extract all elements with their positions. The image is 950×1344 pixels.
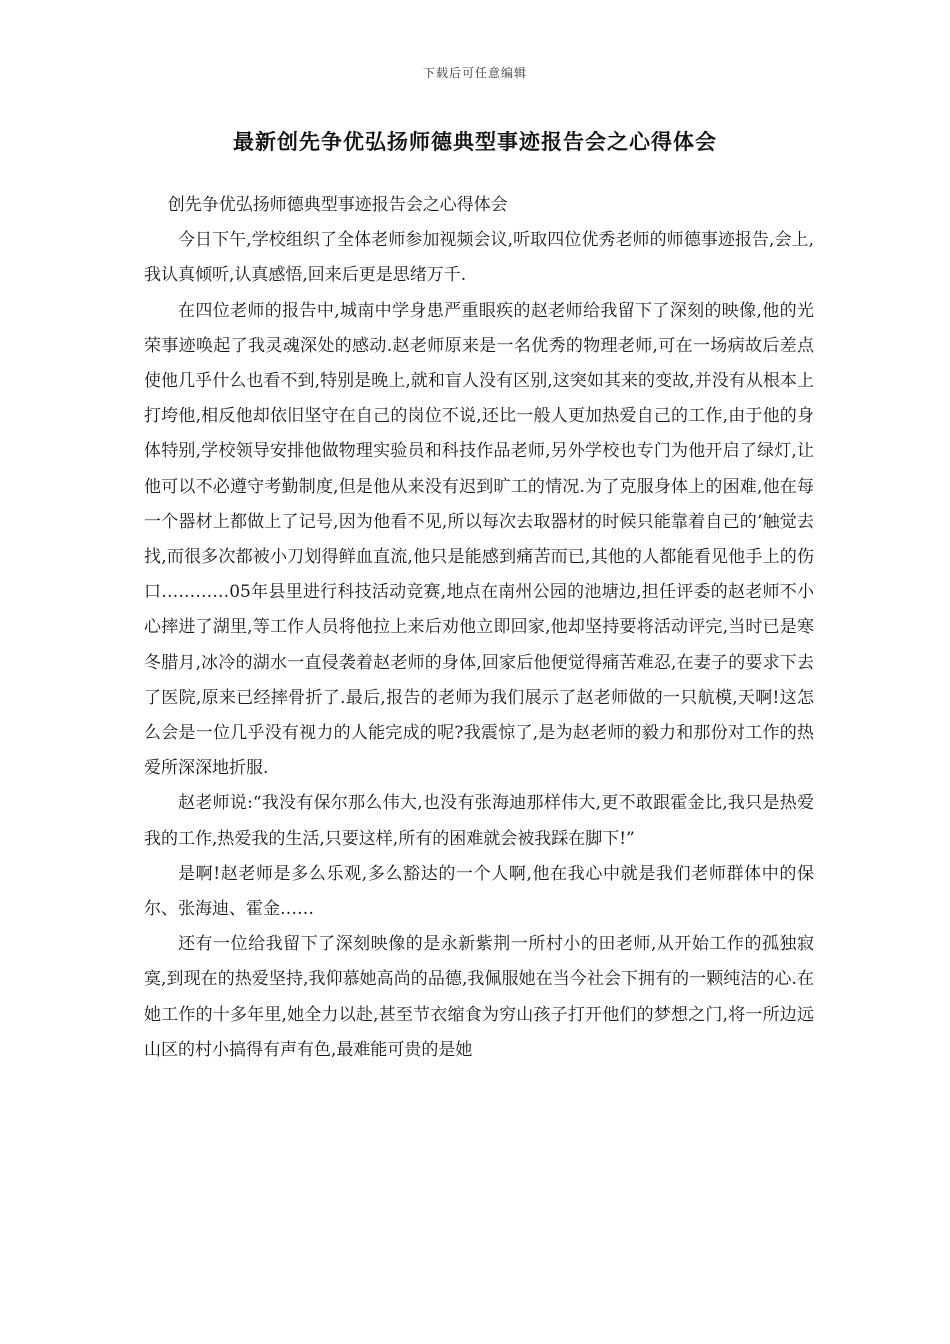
document-title: 最新创先争优弘扬师德典型事迹报告会之心得体会 [233, 129, 717, 154]
paragraph: 在四位老师的报告中,城南中学身患严重眼疾的赵老师给我留下了深刻的映像,他的光荣事迹唤起了我灵魂深处的感动.赵老师原来是一名优秀的物理老师,可在一场病故后差点使他几乎什么也看不到,特别是晚上,就和盲人没有区别,这突如其来的变故,并没有从根本上打垮他,相反他却依旧坚守在自己的岗位不说,还比一般人更加热爱自己的工作,由于他的身体特别,学校领导安排他做物理实验员和科技作品老师,另外学校也专门为他开启了绿灯,让他可以不必遵守考勤制度,但是他从来没有迟到旷工的情况.为了克服身体上的困难,他在每一个器材上都做上了记号,因为他看不见,所以每次去取器材的时候只能靠着自己的’触觉去找,而很多次都被小刀划得鲜血直流,他只是能感到痛苦而已,其他的人都能看见他手上的伤口…………05年县里进行科技活动竞赛,地点在南州公园的池塘边,担任评委的赵老师不小心摔进了湖里,等工作人员将他拉上来后劝他立即回家,他却坚持要将活动评完,当时已是寒冬腊月,冰冷的湖水一直侵袭着赵老师的身体,回家后他便觉得痛苦难忍,在妻子的要求下去了医院,原来已经摔骨折了.最后,报告的老师为我们展示了赵老师做的一只航模,天啊!这怎么会是一位几乎没有视力的人能完成的呢?我震惊了,是为赵老师的毅力和那份对工作的热爱所深深地折服. [144, 300, 814, 779]
paragraph: 是啊!赵老师是多么乐观,多么豁达的一个人啊,他在我心中就是我们老师群体中的保尔、张海迪、霍金…… [144, 863, 814, 920]
document-subtitle: 创先争优弘扬师德典型事迹报告会之心得体会 [167, 195, 508, 215]
document-body [144, 188, 814, 1068]
paragraph: 还有一位给我留下了深刻映像的是永新紫荆一所村小的田老师,从开始工作的孤独寂寞,到现在的热爱坚持,我仰慕她高尚的品德,我佩服她在当今社会下拥有的一颗纯洁的心.在她工作的十多年里,她全力以赴,甚至节衣缩食为穷山孩子打开他们的梦想之门,将一所边远山区的村小搞得有声有色,最难能可贵的是她 [144, 934, 814, 1060]
paragraph: 今日下午,学校组织了全体老师参加视频会议,听取四位优秀老师的师德事迹报告,会上,我认真倾听,认真感悟,回来后更是思绪万千. [144, 230, 814, 286]
header-note: 下载后可任意编辑 [422, 66, 527, 80]
paragraph: 赵老师说:“我没有保尔那么伟大,也没有张海迪那样伟大,更不敢跟霍金比,我只是热爱我的工作,热爱我的生活,只要这样,所有的困难就会被我踩在脚下!” [144, 793, 814, 849]
